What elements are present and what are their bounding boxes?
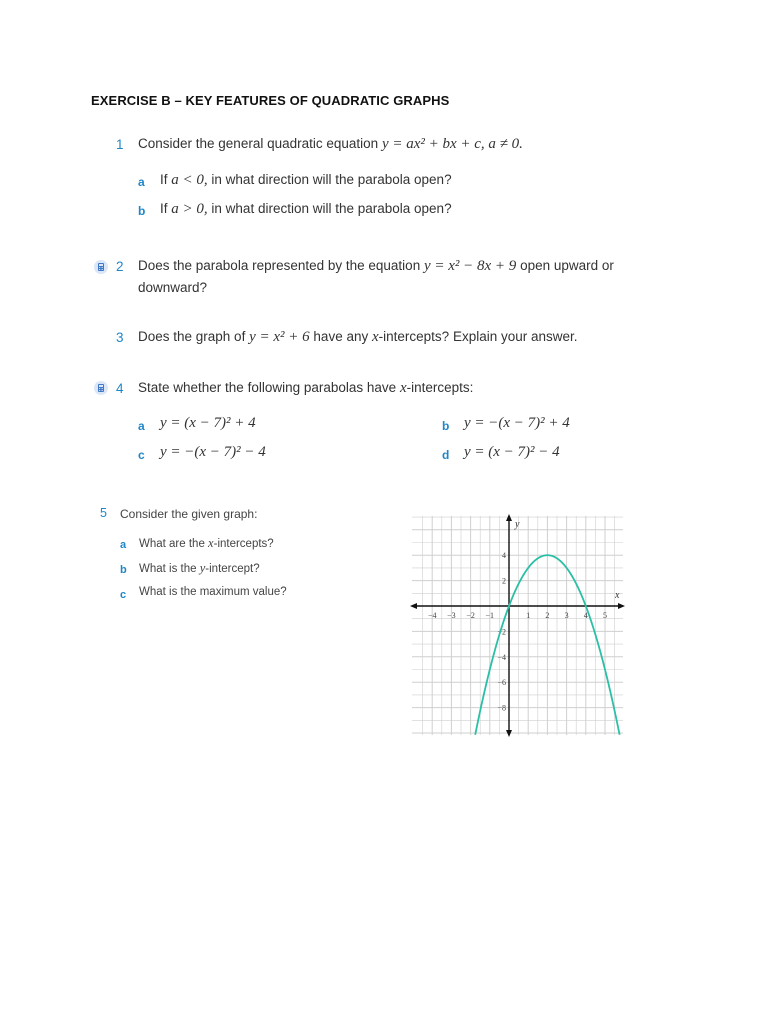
q4-prefix: State whether the following parabolas have [138,380,397,395]
y-axis-label: y [515,519,520,530]
x-tick-label: 3 [564,611,569,620]
y-tick-label: −6 [497,678,506,688]
q5a-pre: What are the [139,538,205,550]
y-tick-label: 4 [502,551,506,561]
q1-prefix: Consider the general quadratic equation [138,136,379,151]
q4-suffix: -intercepts: [406,380,474,395]
q4c-equation: y = −(x − 7)² − 4 [160,444,266,460]
q3-var: x [371,329,379,345]
q4d-equation: y = (x − 7)² − 4 [464,444,560,460]
q3-suffix: -intercepts? Explain your answer. [378,329,578,344]
q4b-letter: b [442,419,450,433]
q5b-letter: b [120,564,127,576]
q5b-pre: What is the [139,563,197,575]
q3-mid: have any [313,329,369,344]
q1b-post: in what direction will the parabola open? [211,201,452,216]
y-tick-label: −4 [497,652,506,662]
q2-equation: y = x² − 8x + 9 [423,258,517,274]
x-axis-arrow-right [618,603,625,609]
q4d-letter: d [442,448,450,462]
x-tick-label: −2 [466,611,475,620]
q4a-equation: y = (x − 7)² + 4 [160,415,256,431]
x-tick-label: 1 [526,611,531,620]
q2-prefix: Does the parabola represented by the equation [138,258,421,273]
q5b-var: y [199,561,206,575]
q2-number: 2 [116,259,124,274]
x-tick-label: −4 [427,611,437,620]
x-tick-label: 5 [603,611,607,620]
q1a-pre: If [160,172,168,187]
q5c-letter: c [120,589,127,601]
q1b-pre: If [160,201,168,216]
q1a-condition: a < 0, [171,172,208,188]
x-tick-label: −3 [447,611,456,620]
exercise-title: EXERCISE B – KEY FEATURES OF QUADRATIC GRAPHS [91,93,450,108]
q4-number: 4 [116,381,124,396]
x-axis-label: x [615,590,620,601]
q2-suffix: open upward or [520,258,614,273]
y-axis-arrow-up [506,514,512,521]
q1-number: 1 [116,137,124,152]
q5a-post: -intercepts? [213,538,274,550]
x-tick-label: −1 [485,611,495,620]
q5a-var: x [208,536,214,550]
q4c-letter: c [138,448,145,462]
q5c-text: What is the maximum value? [139,586,287,598]
x-tick-label: 2 [545,611,550,620]
q1-equation: y = ax² + bx + c, a ≠ 0. [381,136,523,152]
q5a-letter: a [120,539,127,551]
q2-line2: downward? [138,280,208,295]
y-tick-label: −8 [497,703,506,713]
q5-number: 5 [100,506,107,520]
q5-text: Consider the given graph: [120,507,258,521]
y-tick-label: −2 [497,627,506,637]
q4b-equation: y = −(x − 7)² + 4 [464,415,570,431]
q1a-post: in what direction will the parabola open? [211,172,452,187]
q3-number: 3 [116,330,124,345]
q1b-letter: b [138,204,146,218]
q3-prefix: Does the graph of [138,329,246,344]
q3-equation: y = x² + 6 [249,329,310,345]
q1a-letter: a [138,175,145,189]
q4a-letter: a [138,419,145,433]
q1b-condition: a > 0, [171,201,208,217]
x-axis-arrow-left [410,603,417,609]
q5b-post: -intercept? [205,563,260,575]
q4-var: x [399,380,407,396]
y-tick-label: 2 [502,576,506,586]
x-tick-label: 4 [583,611,588,620]
